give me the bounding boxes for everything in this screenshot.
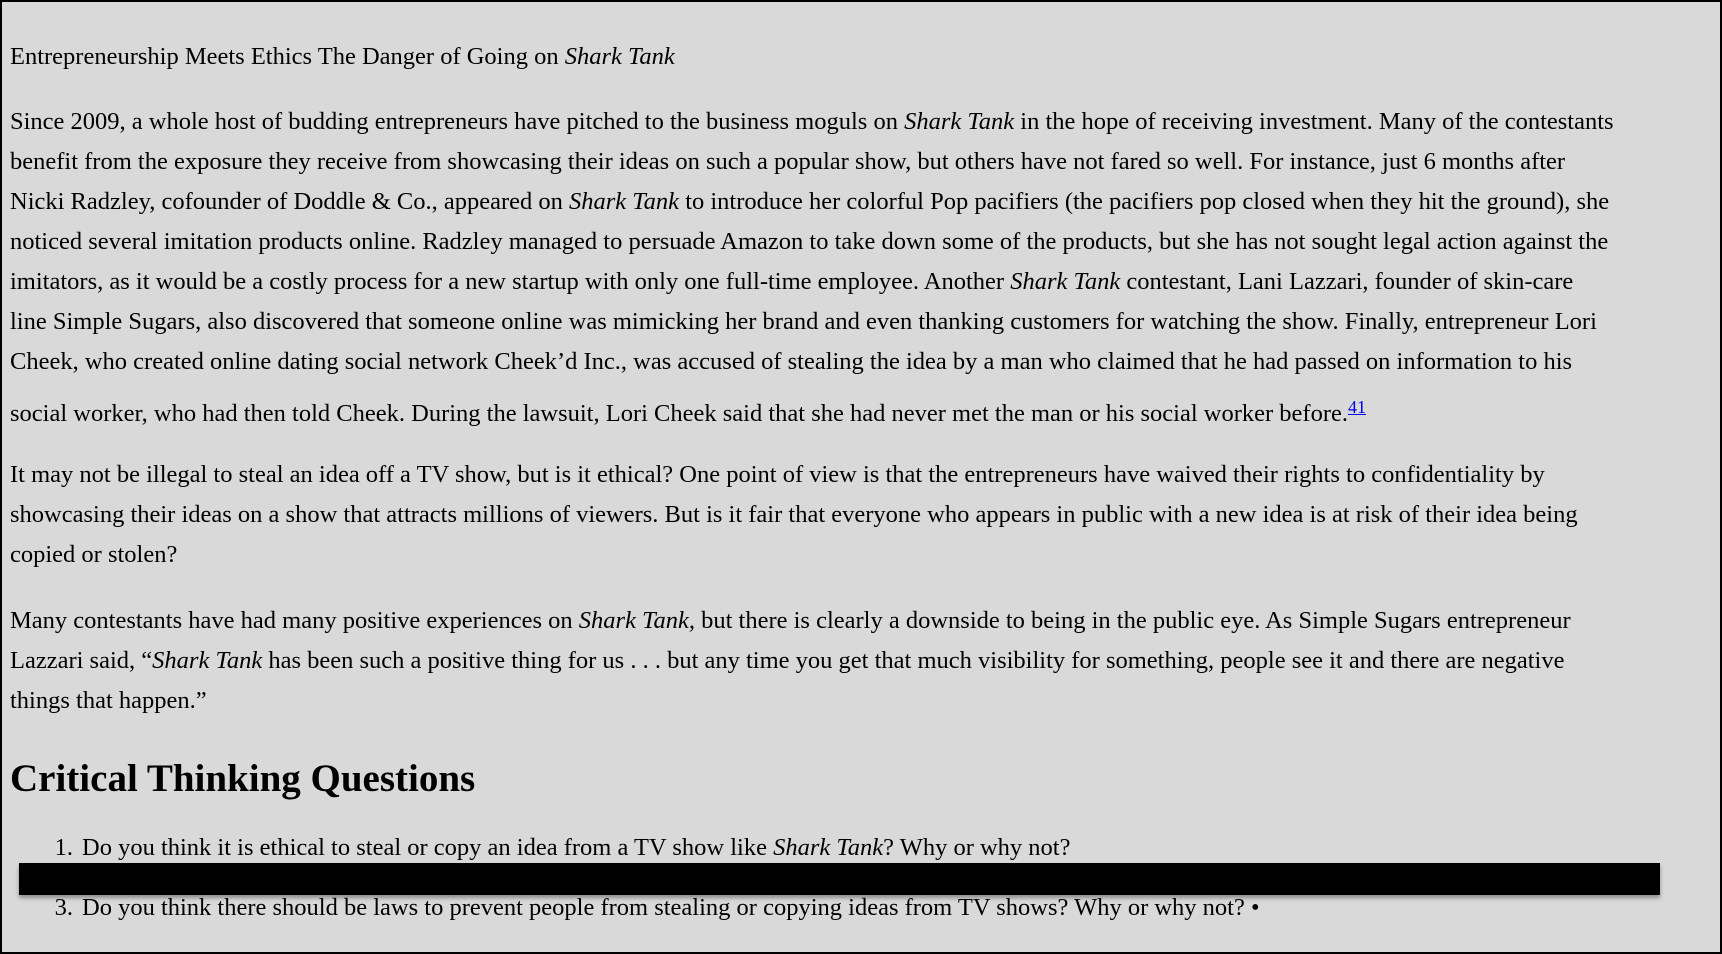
footnote-link[interactable]: 41	[1347, 397, 1366, 417]
paragraph-line: Lazzari said, “Shark Tank has been such a positive thing for us . . . but any time you get that much visibility for something, people see it and there are negative	[10, 647, 1565, 674]
paragraph-line: line Simple Sugars, also discovered that someone online was mimicking her brand and even thanking customers for watching the show. Finally, entrepreneur Lori	[10, 308, 1597, 335]
show-name-italic: Shark Tank	[564, 43, 675, 70]
list-item: 1. Do you think it is ethical to steal or copy an idea from a TV show like Shark Tank? Why or why not?	[2, 828, 1712, 868]
section-heading: Critical Thinking Questions	[10, 757, 476, 800]
document-title: Entrepreneurship Meets Ethics The Danger of Going on Shark Tank	[10, 43, 675, 70]
paragraph-line: Cheek, who created online dating social network Cheek’d Inc., was accused of stealing the idea by a man who claimed that he had passed on information to his	[10, 348, 1573, 375]
paragraph-line: things that happen.”	[10, 687, 207, 714]
list-item: 3. Do you think there should be laws to prevent people from stealing or copying ideas from TV shows? Why or why not? •	[2, 888, 1712, 928]
paragraph-line: copied or stolen?	[10, 541, 178, 568]
paragraph-line: Many contestants have had many positive experiences on Shark Tank, but there is clearly a downside to being in the public eye. As Simple Sugars entrepreneur	[10, 607, 1571, 634]
paragraph-line: benefit from the exposure they receive from showcasing their ideas on such a popular show, but others have not fared so well. For instance, just 6 months after	[10, 148, 1566, 175]
paragraph-line: Nicki Radzley, cofounder of Doddle & Co., appeared on Shark Tank to introduce her colorful Pop pacifiers (the pacifiers pop closed when they hit the ground), she	[10, 188, 1610, 215]
paragraph-line: social worker, who had then told Cheek. During the lawsuit, Lori Cheek said that she had never met the man or his social worker before.$^{41}$	[10, 397, 1366, 427]
paragraph-line: noticed several imitation products online. Radzley managed to persuade Amazon to take down some of the products, but she has not sought legal action against the	[10, 228, 1609, 255]
paragraph-line: showcasing their ideas on a show that attracts millions of viewers. But is it fair that everyone who appears in public with a new idea is at risk of their idea being	[10, 501, 1578, 528]
paragraph-line: imitators, as it would be a costly process for a new startup with only one full-time employee. Another Shark Tank contestant, Lani Lazzari, founder of skin-care	[10, 268, 1574, 295]
list-number: 3.	[54, 894, 73, 921]
paragraph-line: It may not be illegal to steal an idea off a TV show, but is it ethical? One point of view is that the entrepreneurs have waived their rights to confidentiality by	[10, 461, 1545, 488]
paragraph-line: Since 2009, a whole host of budding entrepreneurs have pitched to the business moguls on Shark Tank in the hope of receiving investment. Many of the contestants	[10, 108, 1614, 135]
list-number: 1.	[54, 834, 73, 861]
